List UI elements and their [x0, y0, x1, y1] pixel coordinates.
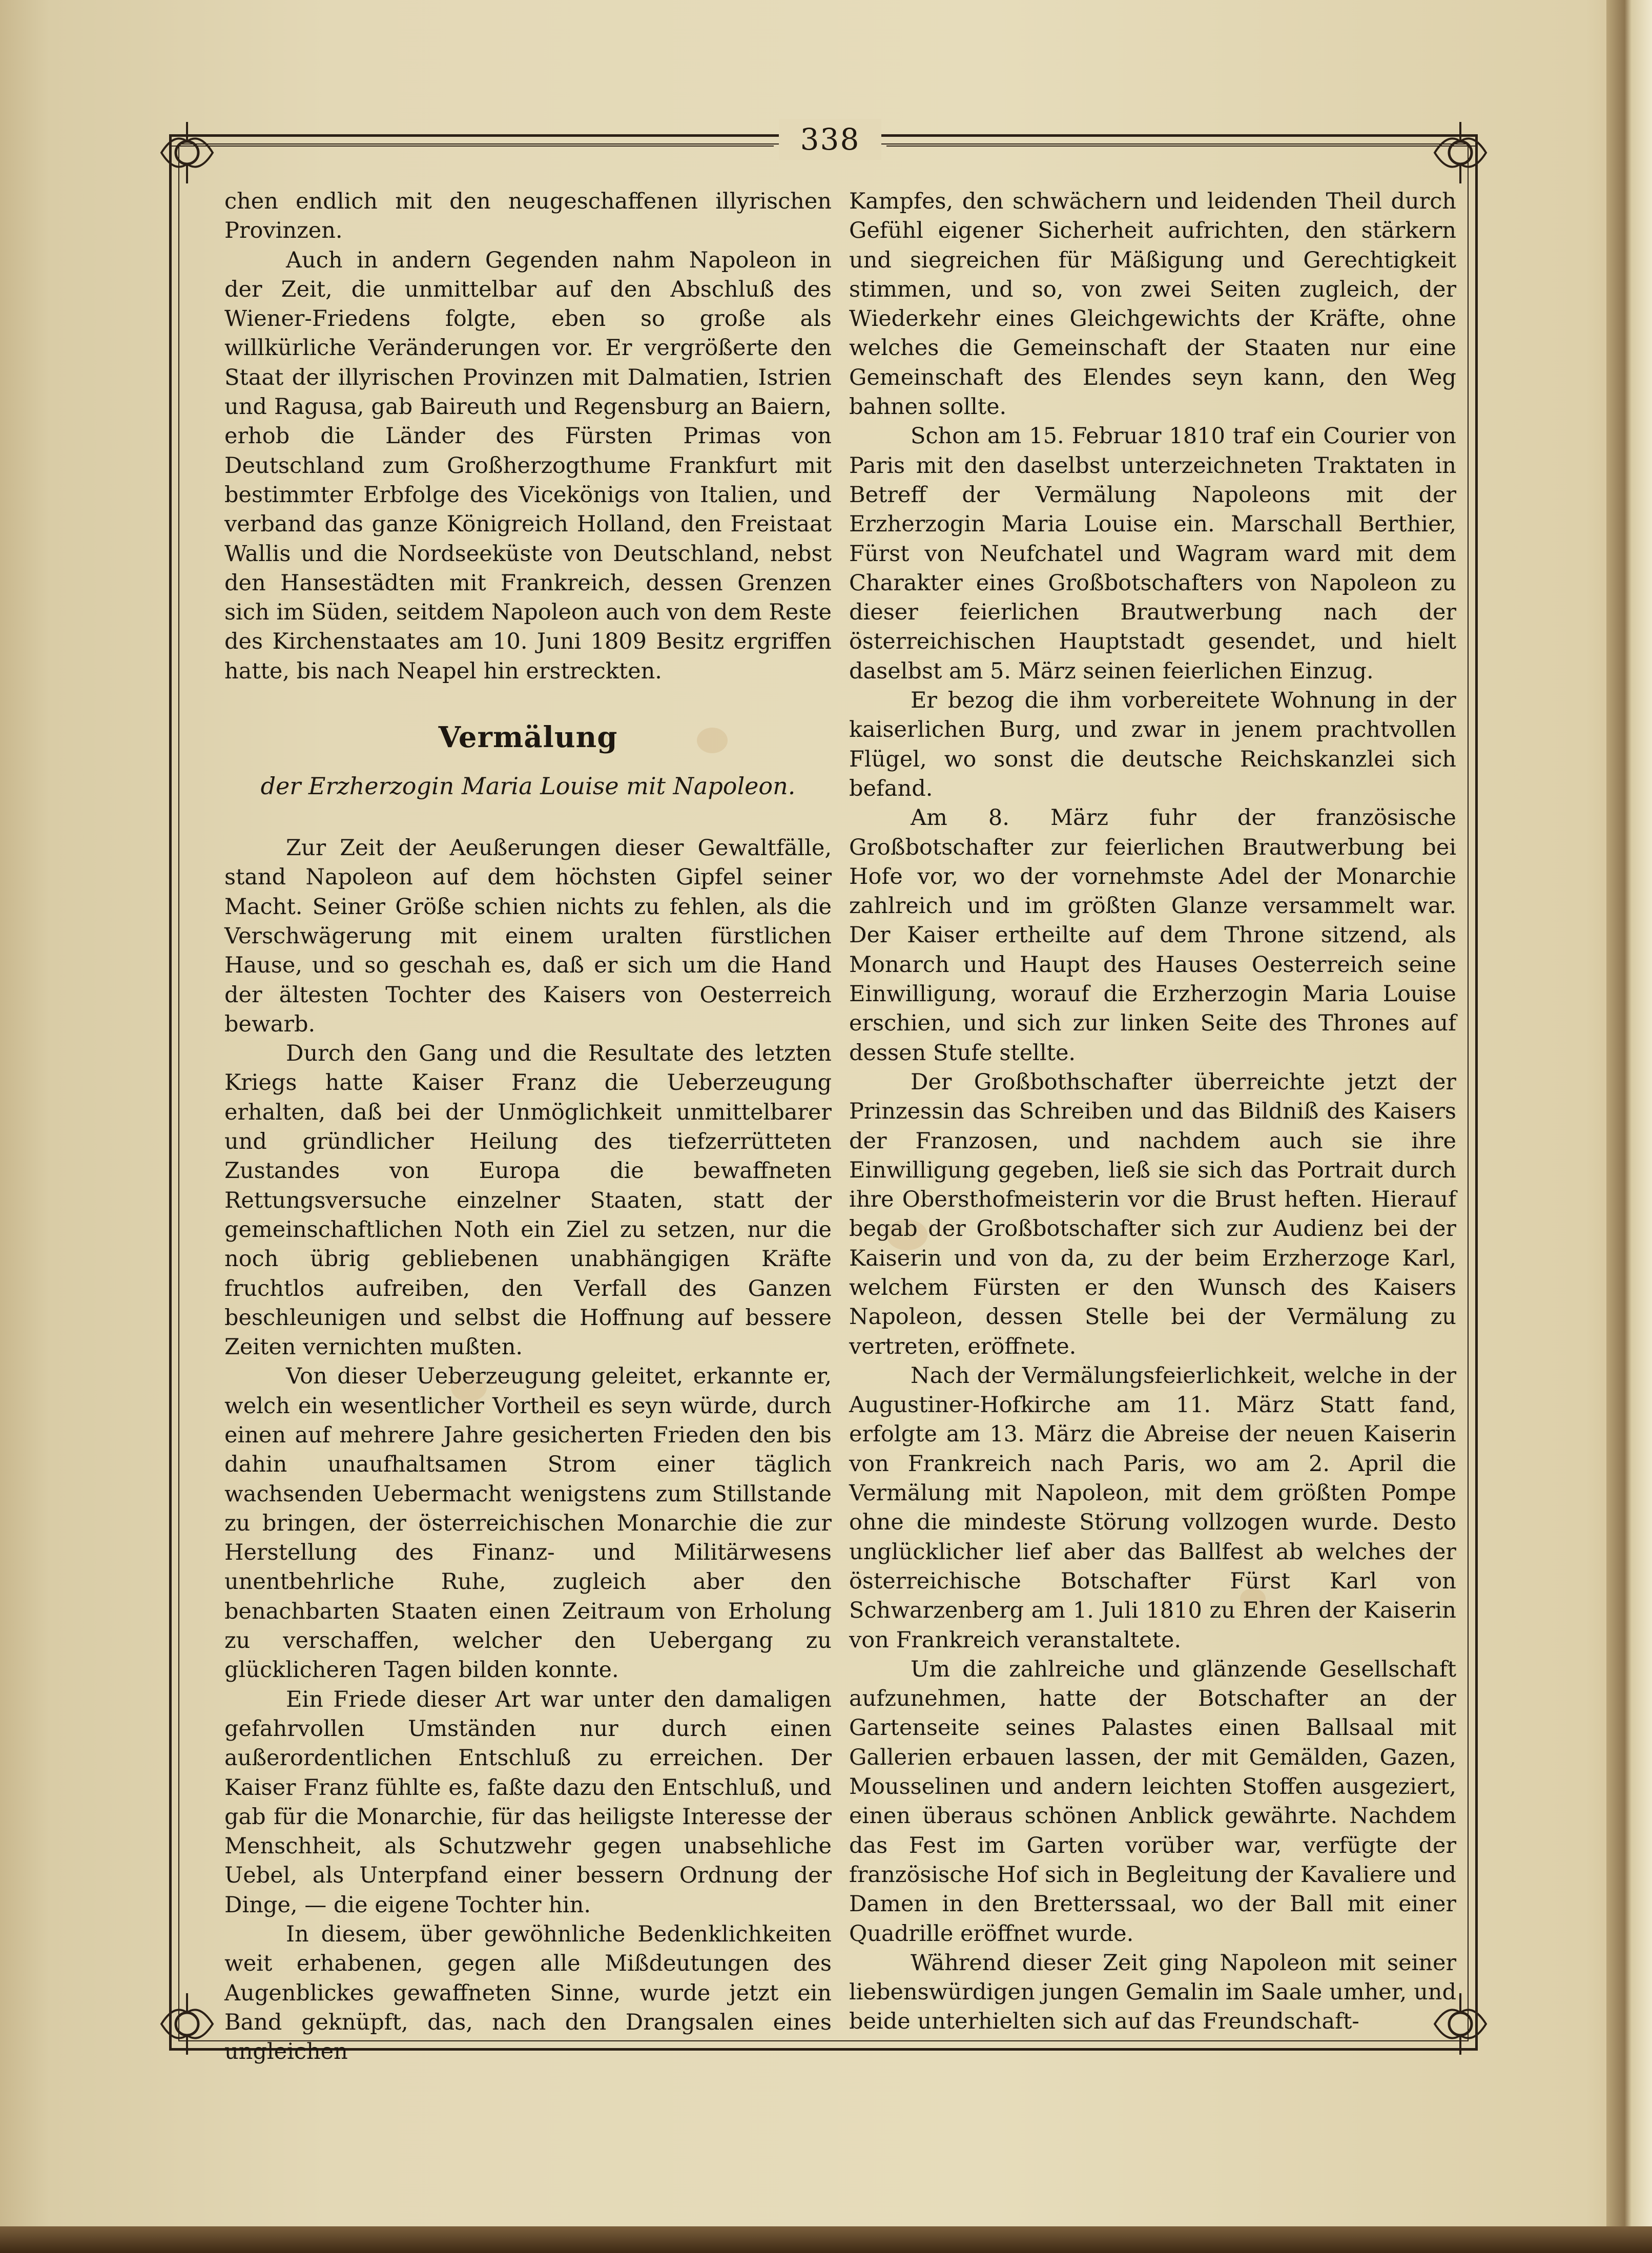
paragraph: Zur Zeit der Aeußerungen dieser Gewaltfälle, stand Napoleon auf dem höchsten Gipfel seiner Macht. Seiner Größe schien nichts zu fehlen, als die Verschwägerung mit einem uralten fürstlichen Hause, und so geschah es, daß er sich um die Hand der ältesten Tochter des Kaisers von Oesterreich bewarb. — [224, 835, 832, 1037]
paragraph: Der Großbothschafter überreichte jetzt der Prinzessin das Schreiben und das Bildniß des Kaisers der Franzosen, und nachdem auch sie ihre Einwilligung gegeben, ließ sie sich das Portrait durch ihre Obersthofmeisterin vor die Brust heften. Hierauf begab der Großbotschafter sich zur Audienz bei der Kaiserin und von da, zu der beim Erzherzoge Karl, welchem Fürsten er den Wunsch des Kaisers Napoleon, dessen Stelle bei der Vermälung zu vertreten, eröffnete. — [849, 1069, 1456, 1359]
paragraph: Schon am 15. Februar 1810 traf ein Courier von Paris mit den daselbst unterzeichneten Traktaten in Betreff der Vermälung Napoleons mit der Erzherzogin Maria Louise ein. Marschall Berthier, Fürst von Neufchatel und Wagram ward mit dem Charakter eines Großbotschafters von Napoleon zu dieser feierlichen Brautwerbung nach der österreichischen Hauptstadt gesendet, und hielt daselbst am 5. März seinen feierlichen Einzug. — [849, 423, 1456, 684]
paragraph: Ein Friede dieser Art war unter den damaligen gefahrvollen Umständen nur durch einen außerordentlichen Entschluß zu erreichen. Der Kaiser Franz fühlte es, faßte dazu den Entschluß, und gab für die Monarchie, für das heiligste Interesse der Menschheit, als Schutzwehr gegen unabsehliche Uebel, als Unterpfand einer bessern Ordnung der Dinge, — die eigene Tochter hin. — [224, 1686, 832, 1918]
paragraph: Von dieser Ueberzeugung geleitet, erkannte er, welch ein wesentlicher Vortheil es seyn würde, durch einen auf mehrere Jahre gesicherten Frieden den bis dahin unaufhaltsamen Strom einer täglich wachsenden Uebermacht wenigstens zum Stillstande zu bringen, der österreichischen Monarchie die zur Herstellung des Finanz- und Militärwesens unentbehrliche Ruhe, zugleich aber den benachbarten Staaten einen Zeitraum von Erholung zu verschaffen, welcher den Uebergang zu glücklicheren Tagen bilden konnte. — [224, 1363, 832, 1683]
column-gutter — [830, 184, 831, 2009]
flourish-ornament-icon — [151, 117, 223, 189]
paragraph: Kampfes, den schwächern und leidenden Theil durch Gefühl eigener Sicherheit aufrichten, den stärkern und siegreichen für Mäßigung und Gerechtigkeit stimmen, und so, von zwei Seiten zugleich, der Wiederkehr eines Gleichgewichts der Kräfte, ohne welches die Gemeinschaft der Staaten nur eine Gemeinschaft des Elendes seyn kann, den Weg bahnen sollte. — [849, 189, 1456, 420]
paragraph: Um die zahlreiche und glänzende Gesellschaft aufzunehmen, hatte der Botschafter an der Gartenseite seines Palastes einen Ballsaal mit Gallerien erbauen lassen, der mit Gemälden, Gazen, Mousselinen und andern leichten Stoffen ausgeziert, einen überaus schönen Anblick gewährte. Nachdem das Fest im Garten vorüber war, verfügte der französische Hof sich in Begleitung der Kavaliere und Damen in den Bretterssaal, wo der Ball mit einer Quadrille eröffnet wurde. — [849, 1656, 1456, 1947]
paragraph: Auch in andern Gegenden nahm Napoleon in der Zeit, die unmittelbar auf den Abschluß des Wiener-Friedens folgte, eben so große als willkürliche Veränderungen vor. Er vergrößerte den Staat der illyrischen Provinzen mit Dalmatien, Istrien und Ragusa, gab Baireuth und Regensburg an Baiern, erhob die Länder des Fürsten Primas von Deutschland zum Großherzogthume Frankfurt mit bestimmter Erbfolge des Vicekönigs von Italien, und verband das ganze Königreich Holland, den Freistaat Wallis und die Nordseeküste von Deutschland, nebst den Hansestädten mit Frankreich, dessen Grenzen sich im Süden, seitdem Napoleon auch von dem Reste des Kirchenstaates am 10. Juni 1809 Besitz ergriffen hatte, bis nach Neapel hin erstreckten. — [224, 247, 832, 684]
flourish-ornament-icon — [1424, 117, 1496, 189]
paragraph: chen endlich mit den neugeschaffenen illyrischen Provinzen. — [224, 189, 832, 244]
paragraph: Nach der Vermälungsfeierlichkeit, welche in der Augustiner-Hofkirche am 11. März Statt fand, erfolgte am 13. März die Abreise der neuen Kaiserin von Frankreich nach Paris, wo am 2. April die Vermälung mit Napoleon, mit dem größten Pompe ohne die mindeste Störung vollzogen wurde. Desto unglücklicher lief aber das Ballfest ab welches der österreichische Botschafter Fürst Karl von Schwarzenberg am 1. Juli 1810 zu Ehren der Kaiserin von Frankreich veranstaltete. — [849, 1362, 1456, 1653]
section-subheading: der Erzherzogin Maria Louise mit Napoleon. — [260, 772, 796, 800]
right-column — [849, 187, 1456, 2037]
header-rule-left — [169, 134, 774, 136]
paragraph: Durch den Gang und die Resultate des letzten Kriegs hatte Kaiser Franz die Ueberzeugung erhalten, daß bei der Unmöglichkeit unmittelbarer und gründlicher Heilung des tiefzerrütteten Zustandes von Europa die bewaffneten Rettungsversuche einzelner Staaten, statt der gemeinschaftlichen Noth ein Ziel zu setzen, nur die noch übrig gebliebenen unabhängigen Kräfte fruchtlos aufreiben, den Verfall des Ganzen beschleunigen und selbst die Hoffnung auf bessere Zeiten vernichten mußten. — [224, 1041, 832, 1360]
page-edge-bottom — [0, 2226, 1652, 2253]
page-number: 338 — [779, 119, 881, 160]
flourish-ornament-icon — [151, 1988, 223, 2060]
page-edge-right — [1606, 0, 1652, 2253]
section-heading: Vermälung — [438, 720, 618, 755]
header-rule-left-thin — [169, 146, 774, 147]
header-rule-right-thin — [886, 146, 1478, 147]
paragraph: Er bezog die ihm vorbereitete Wohnung in der kaiserlichen Burg, und zwar in jenem prachtvollen Flügel, wo sonst die deutsche Reichskanzlei sich befand. — [849, 688, 1456, 801]
header-rule-right — [886, 134, 1478, 136]
paragraph: Während dieser Zeit ging Napoleon mit seiner liebenswürdigen jungen Gemalin im Saale umher, und beide unterhielten sich auf das Freundschaft- — [849, 1950, 1456, 2035]
paragraph: In diesem, über gewöhnliche Bedenklichkeiten weit erhabenen, gegen alle Mißdeutungen des Augenblickes gewaffneten Sinne, wurde jetzt ein Band geknüpft, das, nach den Drangsalen eines ungleichen — [224, 1921, 832, 2065]
paragraph: Am 8. März fuhr der französische Großbotschafter zur feierlichen Brautwerbung bei Hofe vor, wo der vornehmste Adel der Monarchie zahlreich und im größten Glanze versammelt war. Der Kaiser ertheilte auf dem Throne sitzend, als Monarch und Haupt des Hauses Oesterreich seine Einwilligung, worauf die Erzherzogin Maria Louise erschien, und sich zur linken Seite des Thrones auf dessen Stufe stellte. — [849, 805, 1456, 1066]
left-column — [224, 187, 832, 2067]
